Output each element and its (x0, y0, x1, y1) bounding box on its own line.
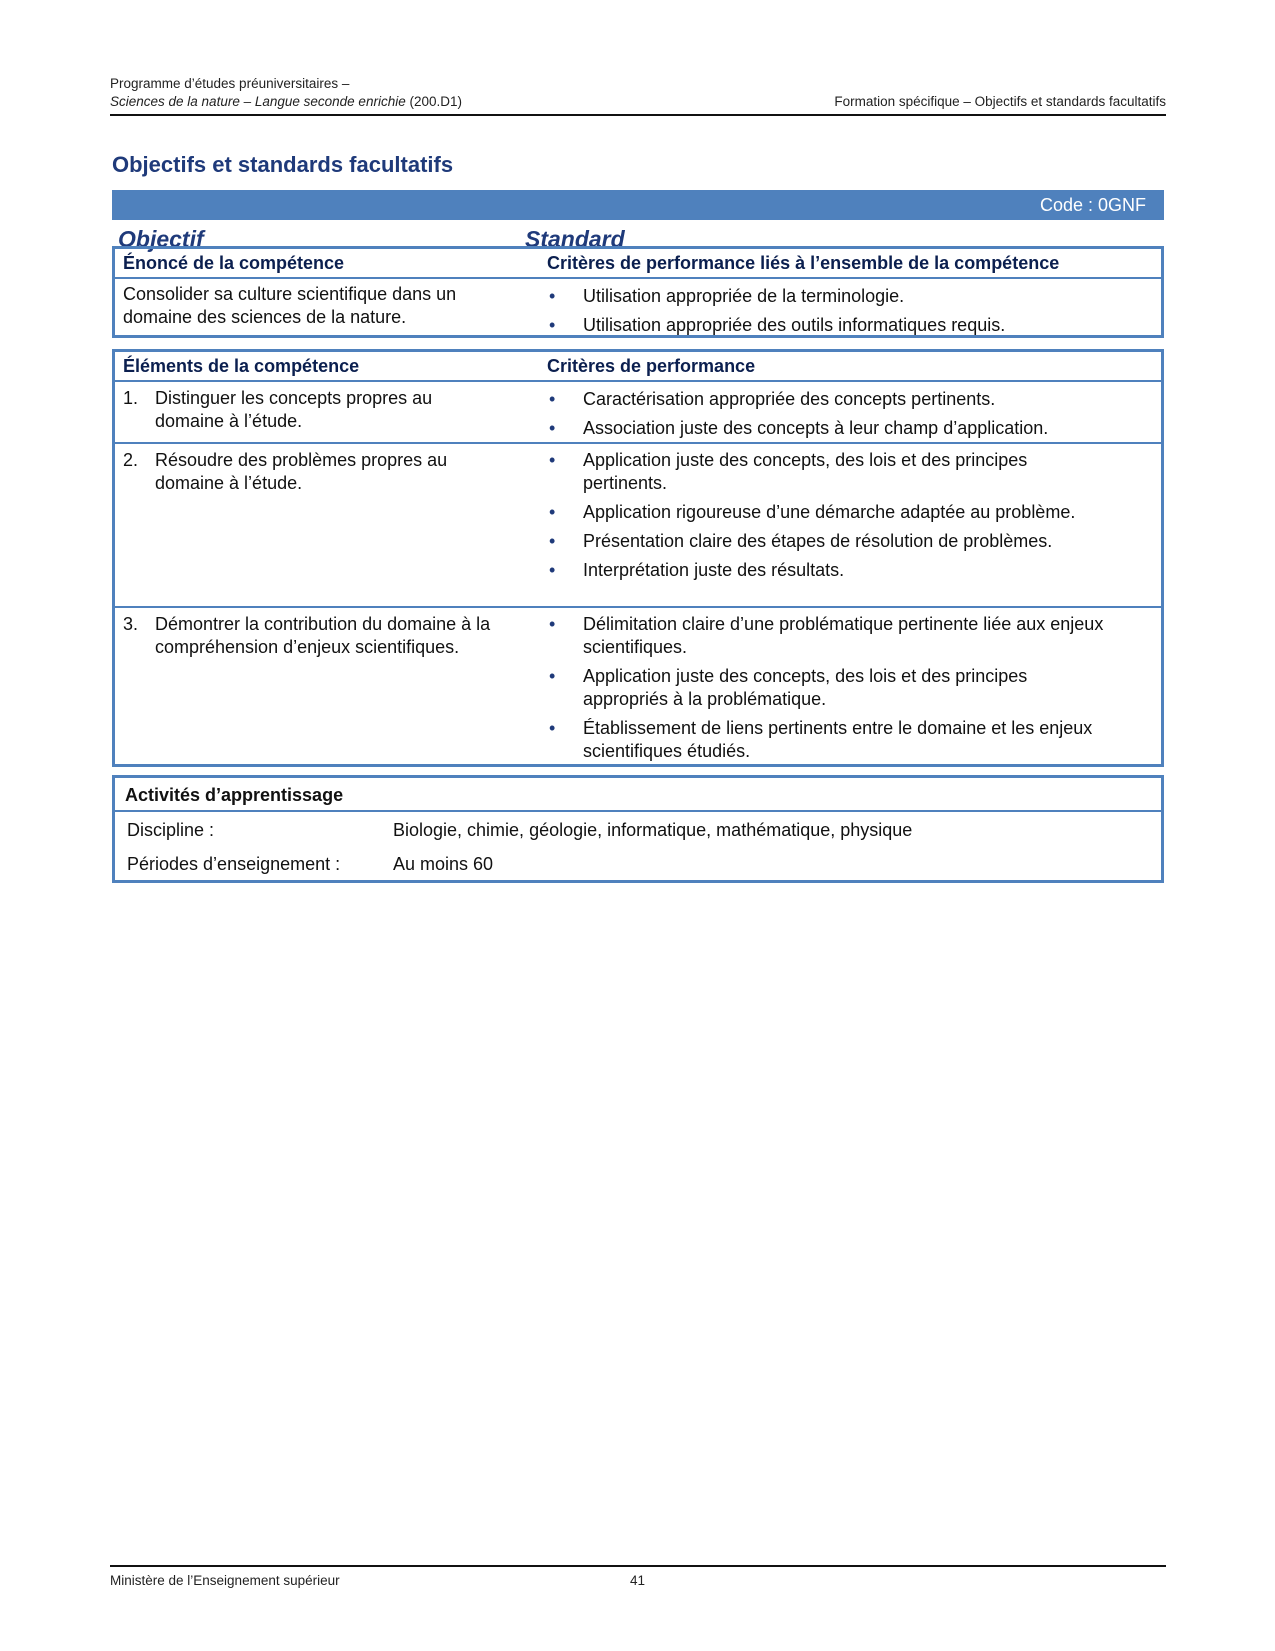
periods-row (115, 846, 1161, 880)
page-header (110, 76, 1166, 116)
element-number: 1. (123, 388, 139, 408)
element-criteria (547, 388, 1137, 446)
criterion-item: • Utilisation appropriée des outils informatiques requis. (547, 314, 1137, 337)
elements-header-row (115, 352, 1161, 382)
periods-label: Périodes d’enseignement : (127, 854, 341, 874)
header-program: Programme d’études préuniversitaires – (110, 76, 350, 91)
criterion-item: • Présentation claire des étapes de résolution de problèmes. (547, 530, 1107, 553)
element-number: 3. (123, 614, 139, 634)
footer-ministry: Ministère de l’Enseignement supérieur (110, 1573, 340, 1588)
page-footer (110, 1565, 1166, 1588)
criteres-label: Critères de performance (547, 356, 756, 376)
page-number: 41 (630, 1573, 646, 1588)
competence-header-row (115, 249, 1161, 279)
competence-criteria (547, 285, 1137, 343)
criterion-item: • Interprétation juste des résultats. (547, 559, 1107, 582)
element-number: 2. (123, 450, 139, 470)
discipline-label: Discipline : (127, 820, 215, 840)
criterion-item: • Utilisation appropriée de la terminologie. (547, 285, 1137, 308)
element-text: Distinguer les concepts propres au domaine à l’étude. (155, 388, 433, 431)
element-text: Résoudre des problèmes propres au domaine à l’étude. (155, 450, 448, 493)
periods-value: Au moins 60 (393, 854, 494, 874)
criteres-ensemble-label: Critères de performance liés à l’ensemble de la compétence (547, 253, 1060, 273)
competence-statement: Consolider sa culture scientifique dans un domaine des sciences de la nature. (123, 284, 457, 327)
header-section: Formation spécifique – Objectifs et standards facultatifs (834, 94, 1166, 109)
competence-box (112, 246, 1164, 338)
activities-box (112, 775, 1164, 883)
objectif-heading: Objectif (118, 226, 204, 252)
code-bar (112, 190, 1164, 220)
header-program-code: (200.D1) (409, 94, 463, 109)
element-text: Démontrer la contribution du domaine à la compréhension d’enjeux scientifiques. (155, 614, 491, 657)
header-program-name: Sciences de la nature – Langue seconde enrichie (200.D1) (110, 94, 463, 109)
element-row (115, 444, 1161, 608)
element-criteria (547, 449, 1107, 588)
elements-label: Éléments de la compétence (123, 356, 360, 376)
enonce-label: Énoncé de la compétence (123, 253, 345, 273)
elements-box (112, 349, 1164, 767)
criterion-item: • Association juste des concepts à leur champ d’application. (547, 417, 1137, 440)
criterion-item: • Application juste des concepts, des lois et des principes appropriés à la problématique. (547, 665, 1107, 711)
competence-code: Code : 0GNF (1039, 195, 1146, 215)
standard-heading: Standard (525, 226, 625, 252)
element-criteria (547, 613, 1107, 769)
discipline-row (115, 812, 1161, 846)
activities-title: Activités d’apprentissage (125, 785, 344, 805)
criterion-item: • Caractérisation appropriée des concepts pertinents. (547, 388, 1137, 411)
criterion-item: • Application juste des concepts, des lois et des principes pertinents. (547, 449, 1107, 495)
element-row (115, 608, 1161, 766)
discipline-value: Biologie, chimie, géologie, informatique, mathématique, physique (393, 820, 913, 840)
page-title: Objectifs et standards facultatifs (112, 152, 454, 177)
criterion-item: • Établissement de liens pertinents entre le domaine et les enjeux scientifiques étudiés. (547, 717, 1107, 763)
criterion-item: • Application rigoureuse d’une démarche adaptée au problème. (547, 501, 1107, 524)
activities-title-row (115, 778, 1161, 812)
element-row (115, 382, 1161, 444)
criterion-item: • Délimitation claire d’une problématique pertinente liée aux enjeux scientifiques. (547, 613, 1107, 659)
